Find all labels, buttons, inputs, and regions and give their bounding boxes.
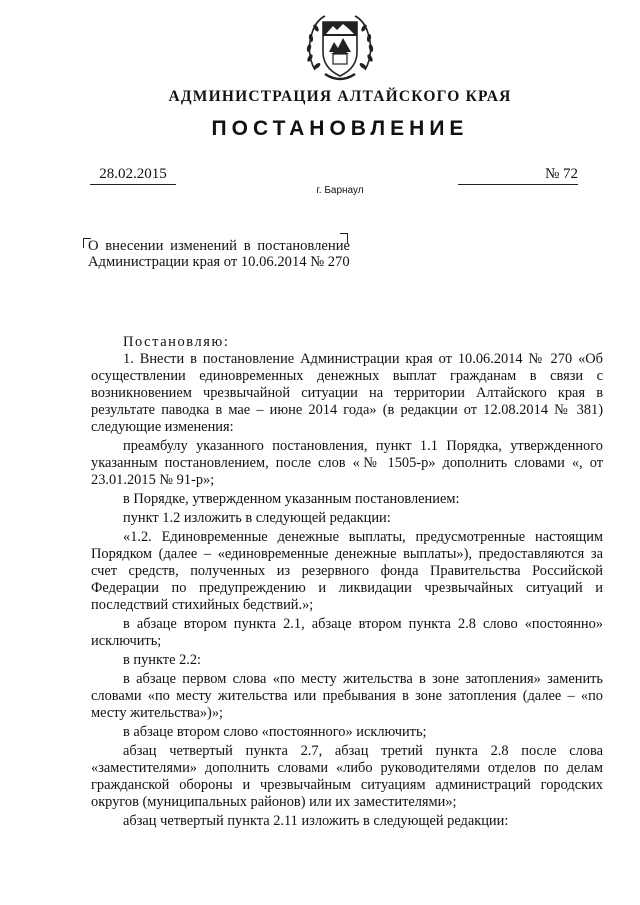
body-paragraph: абзац четвертый пункта 2.7, абзац третий пункта 2.8 после слова «заместителями» дополнить словами «либо руководителями отделов по делам гражданской обороны и чрезвычайным ситуациям администраций городских округов (муниципальных районов) или их заместителями»; xyxy=(91,743,603,810)
coat-of-arms-icon xyxy=(301,8,379,88)
body-paragraph: в абзаце втором слово «постоянного» исключить; xyxy=(123,724,427,740)
document-city: г. Барнаул xyxy=(316,185,364,196)
body-paragraph: абзац четвертый пункта 2.11 изложить в следующей редакции: xyxy=(123,813,509,829)
body-paragraph: преамбулу указанного постановления, пункт 1.1 Порядка, утвержденного указанным постановлением, после слов «№ 1505-р» дополнить словами «, от 23.01.2015 № 91-р»; xyxy=(91,438,603,488)
document-date: 28.02.2015 xyxy=(90,166,176,185)
document-body xyxy=(91,334,603,830)
organization-name: АДМИНИСТРАЦИЯ АЛТАЙСКОГО КРАЯ xyxy=(168,88,512,105)
document-number: № 72 xyxy=(458,166,578,185)
body-paragraph: в пункте 2.2: xyxy=(123,652,202,668)
body-paragraph: в абзаце втором пункта 2.1, абзаце втором пункта 2.8 слово «постоянно» исключить; xyxy=(91,616,603,649)
body-paragraph: в абзаце первом слова «по месту жительства в зоне затопления» заменить словами «по месту жительства или пребывания в зоне затопления (далее – «по месту жительства»)»; xyxy=(91,671,603,721)
document-type: ПОСТАНОВЛЕНИЕ xyxy=(211,117,469,140)
body-paragraph: в Порядке, утвержденном указанным постановлением: xyxy=(123,491,460,507)
body-paragraph: 1. Внести в постановление Администрации края от 10.06.2014 № 270 «Об осуществлении единовременных денежных выплат гражданам в связи с возникновением чрезвычайной ситуации на территории Алтайского края в результате паводка в мае – июне 2014 года» (в редакции от 12.08.2014 № 381) следующие изменения: xyxy=(91,351,603,435)
body-paragraph: пункт 1.2 изложить в следующей редакции: xyxy=(123,510,391,526)
document-subject: О внесении изменений в постановление Администрации края от 10.06.2014 № 270 xyxy=(88,238,350,270)
body-paragraph: «1.2. Единовременные денежные выплаты, предусмотренные настоящим Порядком (далее – «единовременные денежные выплаты»), предоставляются за счет средств, полученных из резервного фонда Правительства Российской Федерации по предупреждению и ликвидации чрезвычайных ситуаций и последствий стихийных бедствий.»; xyxy=(91,529,603,613)
body-paragraph: Постановляю: xyxy=(123,334,230,350)
